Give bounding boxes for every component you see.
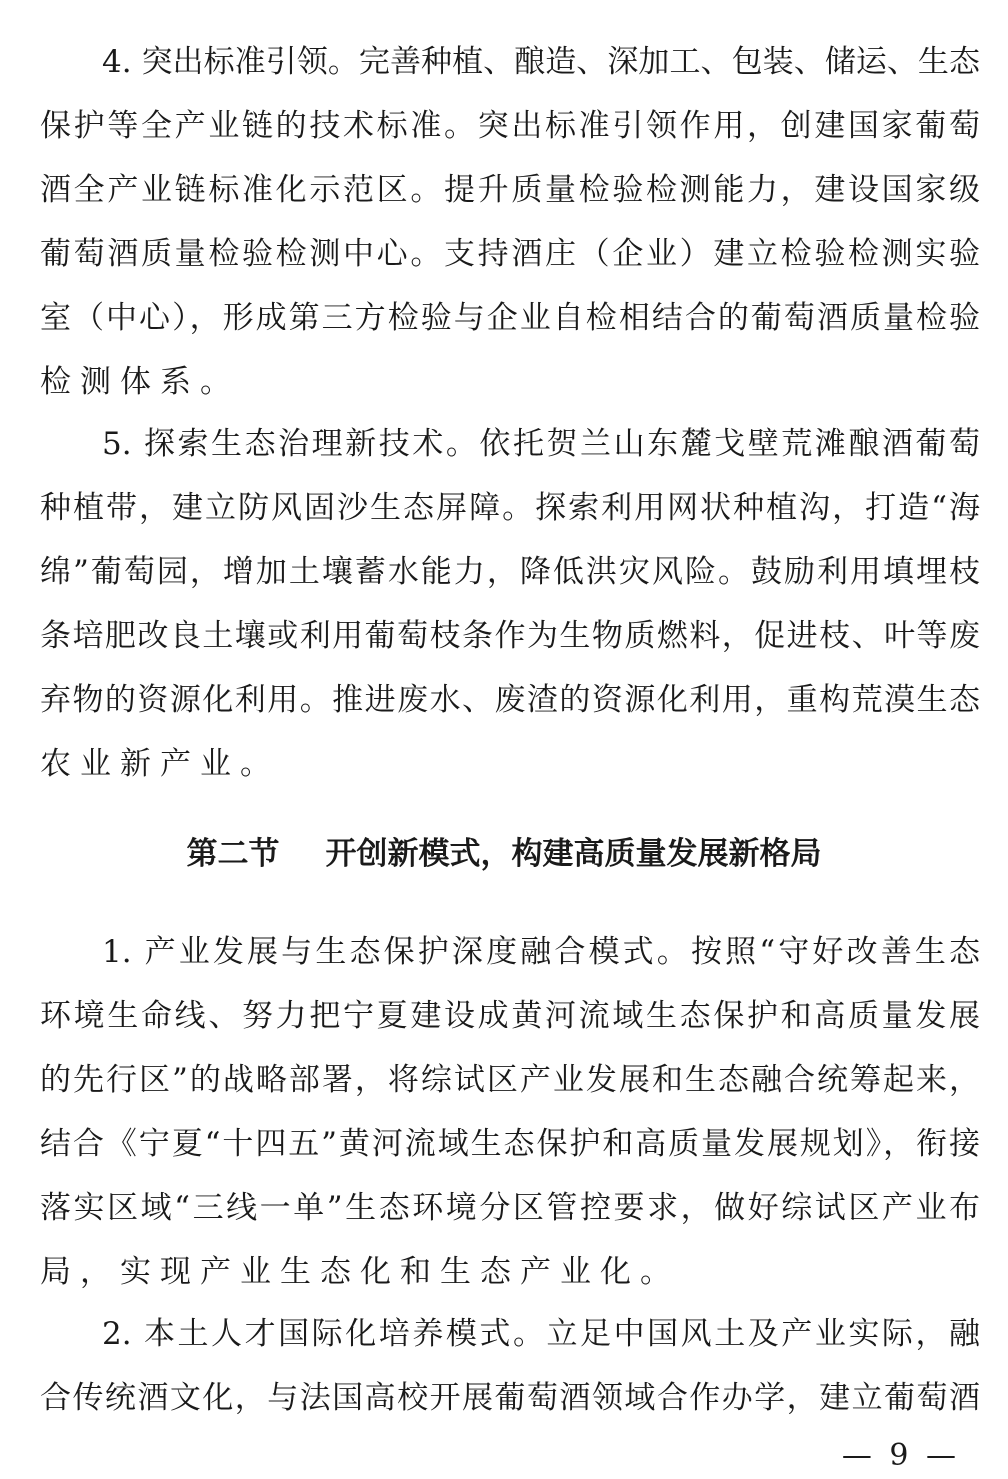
text-line: 酒全产业链标准化示范区。提升质量检验检测能力，建设国家级 (40, 172, 980, 208)
text-line: 5. 探索生态治理新技术。依托贺兰山东麓戈壁荒滩酿酒葡萄 (102, 426, 980, 462)
page-number: — 9 — (841, 1438, 960, 1473)
text-line: 条培肥改良土壤或利用葡萄枝条作为生物质燃料，促进枝、叶等废 (40, 618, 980, 654)
text-line: 结合《宁夏“十四五”黄河流域生态保护和高质量发展规划》，衔接 (40, 1126, 980, 1162)
text-line: 落实区域“三线一单”生态环境分区管控要求，做好综试区产业布 (40, 1190, 980, 1226)
text-line: 4. 突出标准引领。完善种植、酿造、深加工、包装、储运、生态 (102, 44, 980, 80)
text-line: 2. 本土人才国际化培养模式。立足中国风土及产业实际，融 (102, 1316, 980, 1352)
text-line: 室（中心），形成第三方检验与企业自检相结合的葡萄酒质量检验 (40, 300, 980, 336)
text-line: 弃物的资源化利用。推进废水、废渣的资源化利用，重构荒漠生态 (40, 682, 980, 718)
section-title: 开创新模式，构建高质量发展新格局 (325, 836, 822, 872)
section-number: 第二节 (186, 836, 280, 872)
text-line: 环境生命线、努力把宁夏建设成黄河流域生态保护和高质量发展 (40, 998, 980, 1034)
text-line: 绵”葡萄园，增加土壤蓄水能力，降低洪灾风险。鼓励利用填埋枝 (40, 554, 980, 590)
text-line: 农业新产业。 (40, 746, 280, 782)
text-line: 种植带，建立防风固沙生态屏障。探索利用网状种植沟，打造“海 (40, 490, 980, 526)
text-line: 局，实现产业生态化和生态产业化。 (40, 1254, 680, 1290)
text-line: 葡萄酒质量检验检测中心。支持酒庄（企业）建立检验检测实验 (40, 236, 980, 272)
text-line: 合传统酒文化，与法国高校开展葡萄酒领域合作办学，建立葡萄酒 (40, 1380, 980, 1416)
text-line: 保护等全产业链的技术标准。突出标准引领作用，创建国家葡萄 (40, 108, 980, 144)
text-line: 1. 产业发展与生态保护深度融合模式。按照“守好改善生态 (102, 934, 980, 970)
section-heading (0, 834, 1008, 874)
text-line: 检测体系。 (40, 364, 240, 400)
text-line: 的先行区”的战略部署，将综试区产业发展和生态融合统筹起来， (40, 1062, 980, 1098)
